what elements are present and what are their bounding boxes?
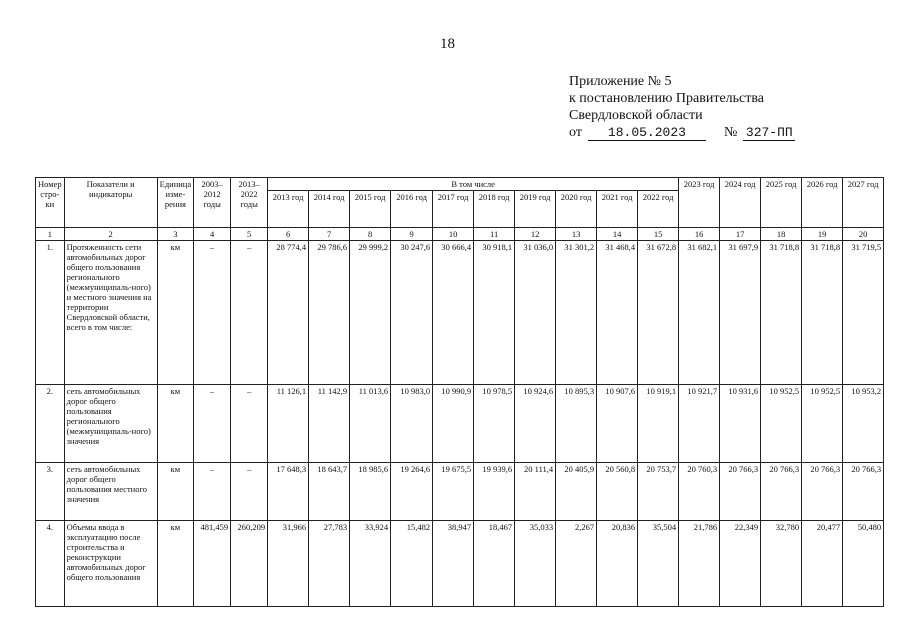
unit-cell: км	[157, 463, 194, 521]
header-period-2003-2012: 2003–2012 годы	[194, 178, 231, 228]
decree-number: 327-ПП	[743, 126, 795, 141]
header-year-2013: 2013 год	[268, 191, 309, 228]
column-number: 12	[515, 228, 556, 241]
from-label: от	[569, 125, 582, 140]
header-year-2021: 2021 год	[597, 191, 638, 228]
header-year-2018: 2018 год	[474, 191, 515, 228]
year-value: 29 786,6	[309, 241, 350, 385]
year-value: 38,947	[433, 521, 474, 607]
indicator-name: Протяженность сети автомобильных дорог общего пользования регионального (межмуниципаль-ного) и местного значения на территории Свердловской области, всего в том числе:	[64, 241, 157, 385]
year-value: 10 931,6	[720, 385, 761, 463]
year-value: 20 766,3	[761, 463, 802, 521]
year-value: 20 753,7	[638, 463, 679, 521]
year-value: 18 985,6	[350, 463, 391, 521]
year-value: 10 983,0	[391, 385, 433, 463]
appendix-line2: к постановлению Правительства	[569, 91, 765, 106]
indicators-table	[35, 177, 884, 607]
header-period-2013-2022: 2013–2022 годы	[231, 178, 268, 228]
column-number: 11	[474, 228, 515, 241]
period-2003-2012-value: –	[194, 241, 231, 385]
year-value: 10 952,5	[761, 385, 802, 463]
appendix-line1: Приложение № 5	[569, 74, 672, 89]
header-year-2027: 2027 год	[843, 178, 884, 228]
table-row	[36, 463, 884, 521]
column-number: 4	[194, 228, 231, 241]
column-number: 18	[761, 228, 802, 241]
column-number: 5	[231, 228, 268, 241]
year-value: 31 719,5	[843, 241, 884, 385]
year-value: 10 953,2	[843, 385, 884, 463]
column-number: 14	[597, 228, 638, 241]
table-row	[36, 241, 884, 385]
year-value: 20,477	[802, 521, 843, 607]
indicator-name: сеть автомобильных дорог общего пользования регионального (межмуниципаль-ного) значения	[64, 385, 157, 463]
year-value: 21,786	[679, 521, 720, 607]
header-indicator: Показатели и индикаторы	[64, 178, 157, 228]
year-value: 28 774,4	[268, 241, 309, 385]
column-numbers-row	[36, 228, 884, 241]
year-value: 35,504	[638, 521, 679, 607]
number-label: №	[723, 125, 738, 140]
header-year-2015: 2015 год	[350, 191, 391, 228]
year-value: 30 918,1	[474, 241, 515, 385]
year-value: 31 468,4	[597, 241, 638, 385]
column-number: 15	[638, 228, 679, 241]
indicator-name: Объемы ввода в эксплуатацию после строительства и реконструкции автомобильных дорог общего пользования	[64, 521, 157, 607]
table-row	[36, 385, 884, 463]
column-number: 3	[157, 228, 194, 241]
column-number: 1	[36, 228, 65, 241]
header-unit: Единица изме-рения	[157, 178, 194, 228]
page-number: 18	[440, 36, 455, 52]
year-value: 50,480	[843, 521, 884, 607]
year-value: 31 672,8	[638, 241, 679, 385]
year-value: 11 142,9	[309, 385, 350, 463]
period-2013-2022-value: –	[231, 385, 268, 463]
year-value: 10 921,7	[679, 385, 720, 463]
year-value: 18 643,7	[309, 463, 350, 521]
header-year-2022: 2022 год	[638, 191, 679, 228]
header-year-2024: 2024 год	[720, 178, 761, 228]
year-value: 10 990,9	[433, 385, 474, 463]
year-value: 20 766,3	[802, 463, 843, 521]
year-value: 31 718,8	[761, 241, 802, 385]
header-year-2019: 2019 год	[515, 191, 556, 228]
year-value: 10 952,5	[802, 385, 843, 463]
column-number: 19	[802, 228, 843, 241]
table-row	[36, 521, 884, 607]
period-2013-2022-value: 260,209	[231, 521, 268, 607]
year-value: 18,467	[474, 521, 515, 607]
year-value: 19 264,6	[391, 463, 433, 521]
year-value: 35,033	[515, 521, 556, 607]
header-year-2020: 2020 год	[556, 191, 597, 228]
column-number: 16	[679, 228, 720, 241]
year-value: 15,482	[391, 521, 433, 607]
row-number: 2.	[36, 385, 65, 463]
year-value: 19 939,6	[474, 463, 515, 521]
year-value: 33,924	[350, 521, 391, 607]
header-group: В том числе	[268, 178, 679, 191]
header-year-2025: 2025 год	[761, 178, 802, 228]
year-value: 20 111,4	[515, 463, 556, 521]
column-number: 13	[556, 228, 597, 241]
unit-cell: км	[157, 521, 194, 607]
header-year-2017: 2017 год	[433, 191, 474, 228]
year-value: 22,349	[720, 521, 761, 607]
column-number: 17	[720, 228, 761, 241]
header-year-2026: 2026 год	[802, 178, 843, 228]
row-number: 4.	[36, 521, 65, 607]
row-number: 1.	[36, 241, 65, 385]
appendix-date-line	[569, 124, 795, 141]
column-number: 2	[64, 228, 157, 241]
header-year-2016: 2016 год	[391, 191, 433, 228]
year-value: 2,267	[556, 521, 597, 607]
year-value: 11 126,1	[268, 385, 309, 463]
year-value: 11 013,6	[350, 385, 391, 463]
year-value: 20 766,3	[720, 463, 761, 521]
year-value: 29 999,2	[350, 241, 391, 385]
year-value: 10 907,6	[597, 385, 638, 463]
row-number: 3.	[36, 463, 65, 521]
period-2013-2022-value: –	[231, 463, 268, 521]
year-value: 27,783	[309, 521, 350, 607]
decree-date: 18.05.2023	[588, 126, 706, 141]
year-value: 17 648,3	[268, 463, 309, 521]
year-value: 20 766,3	[843, 463, 884, 521]
period-2013-2022-value: –	[231, 241, 268, 385]
column-number: 20	[843, 228, 884, 241]
year-value: 20 760,3	[679, 463, 720, 521]
appendix-block	[569, 73, 795, 141]
column-number: 10	[433, 228, 474, 241]
year-value: 32,780	[761, 521, 802, 607]
year-value: 30 666,4	[433, 241, 474, 385]
column-number: 8	[350, 228, 391, 241]
year-value: 31 036,0	[515, 241, 556, 385]
year-value: 10 924,6	[515, 385, 556, 463]
year-value: 31 301,2	[556, 241, 597, 385]
year-value: 10 978,5	[474, 385, 515, 463]
unit-cell: км	[157, 385, 194, 463]
year-value: 31 718,8	[802, 241, 843, 385]
year-value: 19 675,5	[433, 463, 474, 521]
year-value: 20,836	[597, 521, 638, 607]
year-value: 10 919,1	[638, 385, 679, 463]
header-year-2014: 2014 год	[309, 191, 350, 228]
year-value: 30 247,6	[391, 241, 433, 385]
header-year-2023: 2023 год	[679, 178, 720, 228]
year-value: 20 560,8	[597, 463, 638, 521]
unit-cell: км	[157, 241, 194, 385]
year-value: 20 405,9	[556, 463, 597, 521]
period-2003-2012-value: 481,459	[194, 521, 231, 607]
column-number: 9	[391, 228, 433, 241]
column-number: 6	[268, 228, 309, 241]
indicator-name: сеть автомобильных дорог общего пользования местного значения	[64, 463, 157, 521]
year-value: 31,966	[268, 521, 309, 607]
appendix-line3: Свердловской области	[569, 108, 703, 123]
header-row-number: Номер стро-ки	[36, 178, 65, 228]
year-value: 31 682,1	[679, 241, 720, 385]
period-2003-2012-value: –	[194, 385, 231, 463]
year-value: 31 697,9	[720, 241, 761, 385]
year-value: 10 895,3	[556, 385, 597, 463]
period-2003-2012-value: –	[194, 463, 231, 521]
column-number: 7	[309, 228, 350, 241]
